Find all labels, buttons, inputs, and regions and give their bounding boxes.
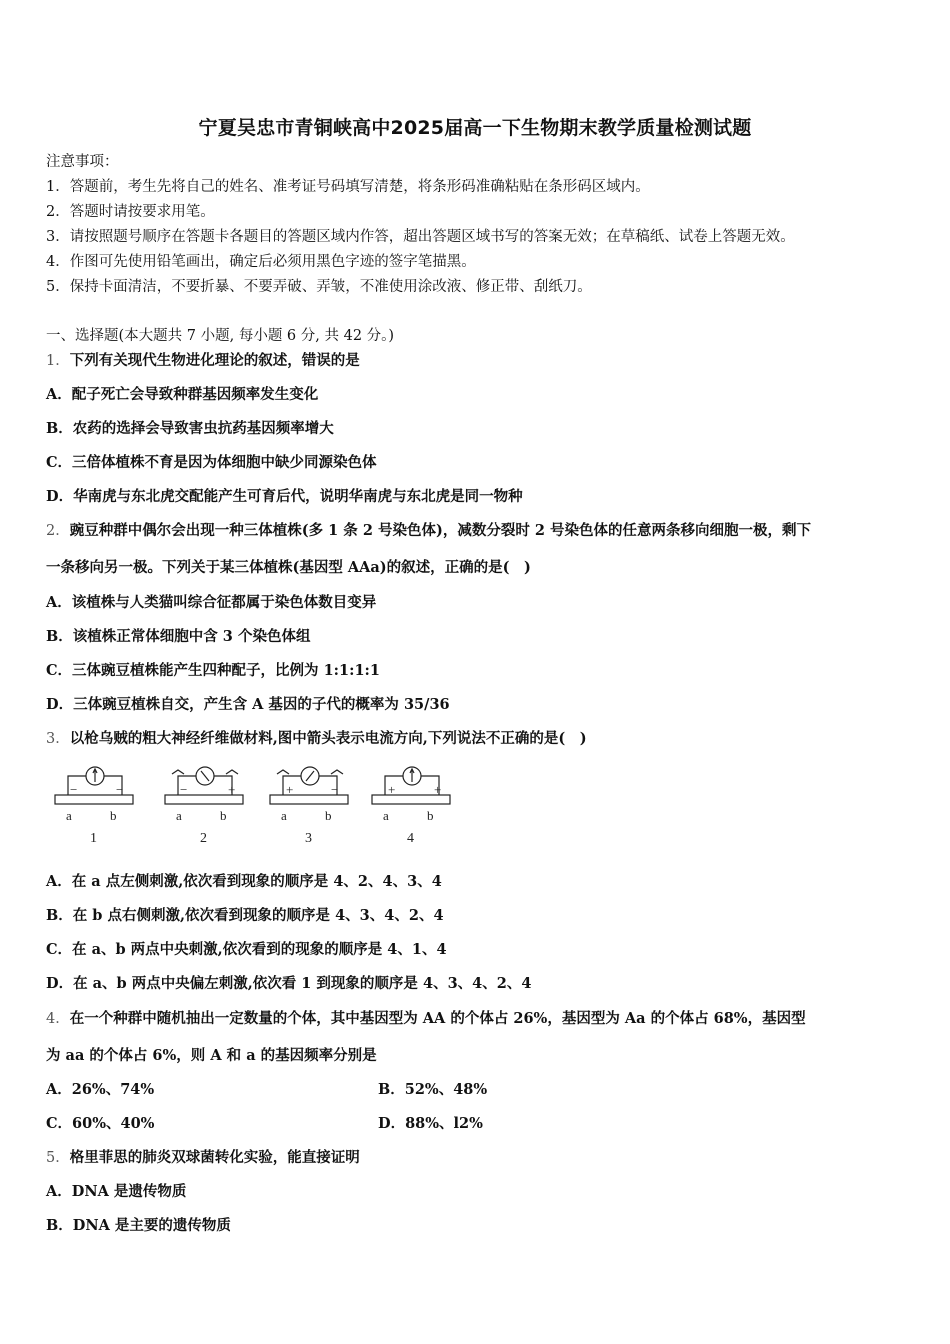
- question-number: 1．: [46, 353, 70, 369]
- notice-heading: 注意事项：: [46, 154, 119, 170]
- figure-panel-4: [372, 767, 450, 846]
- question-text: 下列有关现代生物进化理论的叙述，错误的是: [69, 352, 360, 369]
- q2-option-d: D．三体豌豆植株自交，产生含 A 基因的子代的概率为 35/36: [46, 696, 450, 713]
- notice-item-5: 5．保持卡面清洁，不要折暴、不要弄破、弄皱，不准使用涂改液、修正带、刮纸刀。: [46, 279, 592, 295]
- question-text: 格里菲思的肺炎双球菌转化实验，能直接证明: [69, 1149, 360, 1166]
- q3-option-c: C．在 a、b 两点中央刺激,依次看到的现象的顺序是 4、1、4: [46, 941, 447, 958]
- panel-1-right-sign: −: [116, 782, 124, 797]
- notice-item-4: 4．作图可先使用铅笔画出，确定后必须用黑色字迹的签字笔描黑。: [46, 254, 476, 270]
- q2-option-c: C．三体豌豆植株能产生四种配子，比例为 1:1:1:1: [46, 662, 381, 679]
- q4-option-a: A．26%、74%: [46, 1081, 155, 1098]
- panel-3-left-sign: +: [286, 782, 294, 797]
- question-number: 3．: [46, 731, 70, 747]
- question-text-line-2: 一条移向另一极。下列关于某三体植株(基因型 AAa)的叙述，正确的是( ): [46, 559, 531, 576]
- q1-option-b: B．农药的选择会导致害虫抗药基因频率增大: [46, 420, 334, 437]
- q2-option-b: B．该植株正常体细胞中含 3 个染色体组: [46, 628, 311, 645]
- nerve-fiber-figure: [50, 762, 460, 852]
- q1-option-d: D．华南虎与东北虎交配能产生可育后代，说明华南虎与东北虎是同一物种: [46, 488, 523, 505]
- panel-2-label-a: a: [176, 808, 182, 823]
- question-number: 2．: [46, 523, 70, 539]
- panel-2-number: 2: [200, 831, 207, 846]
- question-text-line-2: 为 aa 的个体占 6%，则 A 和 a 的基因频率分别是: [46, 1047, 377, 1064]
- panel-4-number: 4: [407, 831, 414, 846]
- notice-item-1: 1．答题前，考生先将自己的姓名、准考证号码填写清楚，将条形码准确粘贴在条形码区域内。: [46, 179, 650, 195]
- question-number: 5．: [46, 1150, 70, 1166]
- figure-panel-2: [165, 767, 243, 846]
- panel-1-left-sign: −: [70, 782, 78, 797]
- question-2: [46, 521, 811, 541]
- notice-item-2: 2．答题时请按要求用笔。: [46, 204, 215, 220]
- panel-1-number: 1: [90, 831, 97, 846]
- panel-3-number: 3: [305, 831, 312, 846]
- question-text-line-1: 豌豆种群中偶尔会出现一种三体植株(多 1 条 2 号染色体)，减数分裂时 2 号染色体的任意两条移向细胞一极，剩下: [69, 522, 812, 539]
- q3-option-d: D．在 a、b 两点中央偏左刺激,依次看 1 到现象的顺序是 4、3、4、2、4: [46, 975, 532, 992]
- q1-option-a: A．配子死亡会导致种群基因频率发生变化: [46, 386, 319, 403]
- panel-1-label-a: a: [66, 808, 72, 823]
- question-4: [46, 1009, 806, 1029]
- notice-item-3: 3．请按照题号顺序在答题卡各题目的答题区域内作答，超出答题区域书写的答案无效；在草稿纸、试卷上答题无效。: [46, 229, 795, 245]
- question-number: 4．: [46, 1011, 70, 1027]
- q2-option-a: A．该植株与人类猫叫综合征都属于染色体数目变异: [46, 594, 377, 611]
- page-title: 宁夏吴忠市青铜峡高中2025届高一下生物期末教学质量检测试题: [198, 117, 752, 139]
- q4-option-c: C．60%、40%: [46, 1115, 155, 1132]
- question-3: [46, 729, 587, 749]
- question-5: [46, 1148, 360, 1168]
- q1-option-c: C．三倍体植株不育是因为体细胞中缺少同源染色体: [46, 454, 377, 471]
- q5-option-a: A．DNA 是遗传物质: [46, 1183, 187, 1200]
- panel-4-left-sign: +: [388, 782, 396, 797]
- panel-4-label-a: a: [383, 808, 389, 823]
- panel-3-label-a: a: [281, 808, 287, 823]
- panel-2-left-sign: −: [180, 782, 188, 797]
- figure-panel-1: [55, 767, 133, 846]
- q4-option-d: D．88%、l2%: [378, 1115, 483, 1132]
- panel-3-label-b: b: [325, 808, 332, 823]
- panel-2-right-sign: +: [228, 782, 236, 797]
- question-1: [46, 351, 360, 371]
- q4-option-b: B．52%、48%: [378, 1081, 488, 1098]
- section-heading: 一、选择题(本大题共 7 小题, 每小题 6 分, 共 42 分。): [46, 328, 395, 344]
- panel-4-label-b: b: [427, 808, 434, 823]
- panel-2-label-b: b: [220, 808, 227, 823]
- q3-option-b: B．在 b 点右侧刺激,依次看到现象的顺序是 4、3、4、2、4: [46, 907, 444, 924]
- figure-panel-3: [270, 767, 348, 846]
- question-text-line-1: 在一个种群中随机抽出一定数量的个体，其中基因型为 AA 的个体占 26%，基因型为 Aa 的个体占 68%，基因型: [69, 1010, 806, 1027]
- panel-1-label-b: b: [110, 808, 117, 823]
- panel-3-right-sign: −: [331, 782, 339, 797]
- panel-4-right-sign: +: [434, 782, 442, 797]
- question-text: 以枪乌贼的粗大神经纤维做材料,图中箭头表示电流方向,下列说法不正确的是( ): [69, 730, 587, 747]
- q5-option-b: B．DNA 是主要的遗传物质: [46, 1217, 231, 1234]
- q3-option-a: A．在 a 点左侧刺激,依次看到现象的顺序是 4、2、4、3、4: [46, 873, 442, 890]
